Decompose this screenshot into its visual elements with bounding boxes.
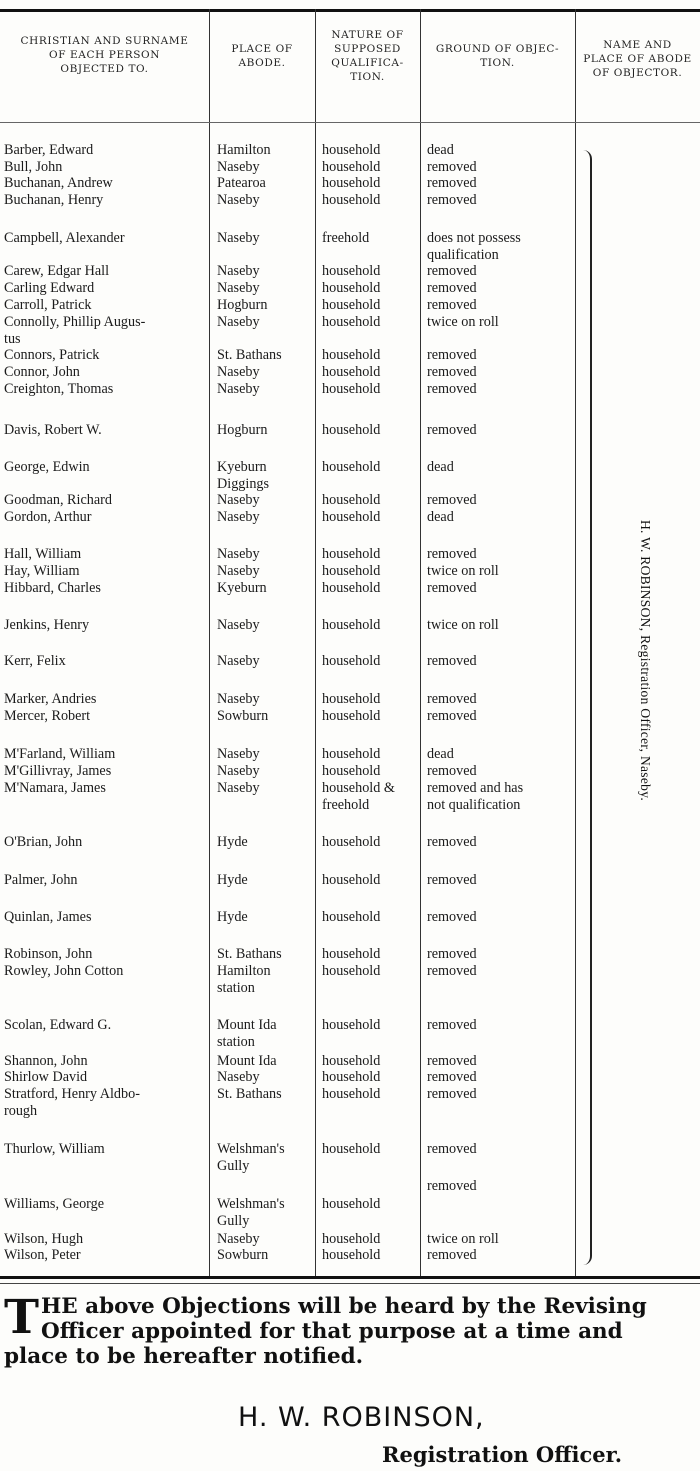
table-row bbox=[0, 280, 700, 296]
qualification: household bbox=[322, 280, 381, 296]
qualification: household bbox=[322, 1017, 381, 1033]
table-row bbox=[0, 1069, 700, 1085]
place-of-abode: Hogburn bbox=[217, 422, 268, 438]
notice-dropcap: T bbox=[4, 1290, 39, 1345]
qualification: household bbox=[322, 1196, 381, 1212]
table-row bbox=[0, 708, 700, 724]
place-of-abode: Hyde bbox=[217, 872, 248, 888]
ground-of-objection: removed bbox=[427, 422, 477, 438]
qualification: household bbox=[322, 142, 381, 158]
header-abode: PLACE OF ABODE. bbox=[231, 43, 293, 69]
ground-of-objection: removed bbox=[427, 175, 477, 191]
place-of-abode: Naseby bbox=[217, 546, 260, 562]
qualification: household & freehold bbox=[322, 780, 395, 813]
place-of-abode: Kyeburn bbox=[217, 580, 267, 596]
table-row bbox=[0, 763, 700, 779]
ground-of-objection: removed bbox=[427, 834, 477, 850]
table-row bbox=[0, 492, 700, 508]
person-name: Palmer, John bbox=[4, 872, 78, 888]
person-name: Mercer, Robert bbox=[4, 708, 91, 724]
place-of-abode: Naseby bbox=[217, 492, 260, 508]
table-row bbox=[0, 1178, 700, 1194]
place-of-abode: Naseby bbox=[217, 263, 260, 279]
ground-of-objection: removed bbox=[427, 1247, 477, 1263]
person-name: Shannon, John bbox=[4, 1053, 88, 1069]
ground-of-objection: removed bbox=[427, 1178, 477, 1194]
place-of-abode: Hyde bbox=[217, 834, 248, 850]
qualification: household bbox=[322, 617, 381, 633]
qualification: household bbox=[322, 763, 381, 779]
header-objector: NAME AND PLACE OF ABODE OF OBJECTOR. bbox=[583, 39, 692, 79]
place-of-abode: Naseby bbox=[217, 509, 260, 525]
qualification: household bbox=[322, 946, 381, 962]
qualification: household bbox=[322, 691, 381, 707]
place-of-abode: Naseby bbox=[217, 364, 260, 380]
person-name: Wilson, Peter bbox=[4, 1247, 81, 1263]
ground-of-objection: removed and has not qualification bbox=[427, 780, 524, 813]
qualification: household bbox=[322, 381, 381, 397]
place-of-abode: Naseby bbox=[217, 617, 260, 633]
person-name: Scolan, Edward G. bbox=[4, 1017, 112, 1033]
place-of-abode: Naseby bbox=[217, 653, 260, 669]
ground-of-objection: removed bbox=[427, 546, 477, 562]
qualification: household bbox=[322, 746, 381, 762]
place-of-abode: Naseby bbox=[217, 314, 260, 330]
table-row bbox=[0, 1053, 700, 1069]
place-of-abode: Hyde bbox=[217, 909, 248, 925]
ground-of-objection: removed bbox=[427, 909, 477, 925]
table-row bbox=[0, 834, 700, 850]
place-of-abode: Naseby bbox=[217, 381, 260, 397]
place-of-abode: Naseby bbox=[217, 1231, 260, 1247]
qualification: household bbox=[322, 192, 381, 208]
table-row bbox=[0, 563, 700, 579]
place-of-abode: Naseby bbox=[217, 192, 260, 208]
ground-of-objection: twice on roll bbox=[427, 563, 499, 579]
person-name: Goodman, Richard bbox=[4, 492, 112, 508]
qualification: household bbox=[322, 459, 381, 475]
qualification: household bbox=[322, 708, 381, 724]
person-name: Carew, Edgar Hall bbox=[4, 263, 110, 279]
person-name: Wilson, Hugh bbox=[4, 1231, 84, 1247]
ground-of-objection: removed bbox=[427, 708, 477, 724]
ground-of-objection: removed bbox=[427, 1141, 477, 1157]
person-name: Connor, John bbox=[4, 364, 80, 380]
place-of-abode: Hamilton bbox=[217, 142, 271, 158]
place-of-abode: Naseby bbox=[217, 691, 260, 707]
table-row bbox=[0, 546, 700, 562]
table-row bbox=[0, 142, 700, 158]
header-rule bbox=[0, 122, 700, 123]
ground-of-objection: dead bbox=[427, 746, 454, 762]
person-name: Carroll, Patrick bbox=[4, 297, 92, 313]
ground-of-objection: does not possess qualification bbox=[427, 230, 521, 263]
place-of-abode: Naseby bbox=[217, 563, 260, 579]
header-name: CHRISTIAN AND SURNAME OF EACH PERSON OBJECTED TO. bbox=[20, 35, 189, 75]
ground-of-objection: removed bbox=[427, 1017, 477, 1033]
table-row bbox=[0, 1141, 700, 1174]
person-name: Creighton, Thomas bbox=[4, 381, 114, 397]
person-name: Connolly, Phillip Augus- tus bbox=[4, 314, 146, 347]
place-of-abode: Naseby bbox=[217, 159, 260, 175]
person-name: Hibbard, Charles bbox=[4, 580, 101, 596]
person-name: Hay, William bbox=[4, 563, 80, 579]
table-row bbox=[0, 159, 700, 175]
table-row bbox=[0, 230, 700, 263]
table-row bbox=[0, 1247, 700, 1263]
qualification: household bbox=[322, 422, 381, 438]
ground-of-objection: removed bbox=[427, 1053, 477, 1069]
table-row bbox=[0, 1196, 700, 1229]
place-of-abode: Sowburn bbox=[217, 708, 269, 724]
ground-of-objection: twice on roll bbox=[427, 617, 499, 633]
table-row bbox=[0, 909, 700, 925]
table-row bbox=[0, 509, 700, 525]
person-name: Buchanan, Andrew bbox=[4, 175, 113, 191]
qualification: household bbox=[322, 175, 381, 191]
table-row bbox=[0, 1017, 700, 1050]
ground-of-objection: removed bbox=[427, 580, 477, 596]
place-of-abode: Naseby bbox=[217, 280, 260, 296]
ground-of-objection: removed bbox=[427, 653, 477, 669]
ground-of-objection: removed bbox=[427, 872, 477, 888]
ground-of-objection: removed bbox=[427, 297, 477, 313]
table-row bbox=[0, 175, 700, 191]
table-row bbox=[0, 1231, 700, 1247]
qualification: household bbox=[322, 653, 381, 669]
notice-paragraph bbox=[4, 1290, 694, 1369]
table-row bbox=[0, 746, 700, 762]
ground-of-objection: twice on roll bbox=[427, 1231, 499, 1247]
qualification: household bbox=[322, 546, 381, 562]
place-of-abode: Hogburn bbox=[217, 297, 268, 313]
ground-of-objection: removed bbox=[427, 1069, 477, 1085]
qualification: household bbox=[322, 314, 381, 330]
person-name: Jenkins, Henry bbox=[4, 617, 90, 633]
notice-text: HE above Objections will be heard by the Revising Officer appointed for that purpose at a time and place to be hereafter notified. bbox=[4, 1294, 647, 1369]
person-name: Kerr, Felix bbox=[4, 653, 66, 669]
qualification: household bbox=[322, 963, 381, 979]
ground-of-objection: twice on roll bbox=[427, 314, 499, 330]
ground-of-objection: removed bbox=[427, 280, 477, 296]
person-name: Quinlan, James bbox=[4, 909, 92, 925]
person-name: M'Gillivray, James bbox=[4, 763, 112, 779]
table-row bbox=[0, 653, 700, 669]
person-name: Shirlow David bbox=[4, 1069, 88, 1085]
person-name: Thurlow, William bbox=[4, 1141, 105, 1157]
place-of-abode: St. Bathans bbox=[217, 1086, 282, 1102]
qualification: household bbox=[322, 1053, 381, 1069]
table-row bbox=[0, 314, 700, 347]
qualification: household bbox=[322, 347, 381, 363]
ground-of-objection: removed bbox=[427, 159, 477, 175]
ground-of-objection: removed bbox=[427, 364, 477, 380]
qualification: household bbox=[322, 263, 381, 279]
person-name: Robinson, John bbox=[4, 946, 93, 962]
qualification: household bbox=[322, 1069, 381, 1085]
place-of-abode: St. Bathans bbox=[217, 347, 282, 363]
person-name: Buchanan, Henry bbox=[4, 192, 104, 208]
ground-of-objection: removed bbox=[427, 347, 477, 363]
ground-of-objection: dead bbox=[427, 459, 454, 475]
person-name: Rowley, John Cotton bbox=[4, 963, 124, 979]
table-row bbox=[0, 580, 700, 596]
person-name: M'Farland, William bbox=[4, 746, 116, 762]
table-row bbox=[0, 963, 700, 996]
person-name: George, Edwin bbox=[4, 459, 90, 475]
header-qualification: NATURE OF SUPPOSED QUALIFICA- TION. bbox=[331, 29, 404, 83]
qualification: household bbox=[322, 834, 381, 850]
table-row bbox=[0, 364, 700, 380]
place-of-abode: Patearoa bbox=[217, 175, 266, 191]
table-row bbox=[0, 1086, 700, 1119]
person-name: Campbell, Alexander bbox=[4, 230, 125, 246]
bottom-rule-thin bbox=[0, 1283, 700, 1284]
table-row bbox=[0, 780, 700, 813]
table-row bbox=[0, 459, 700, 492]
person-name: Carling Edward bbox=[4, 280, 95, 296]
place-of-abode: Hamilton station bbox=[217, 963, 271, 996]
person-name: Hall, William bbox=[4, 546, 82, 562]
place-of-abode: Mount Ida bbox=[217, 1053, 277, 1069]
ground-of-objection: dead bbox=[427, 509, 454, 525]
header-ground: GROUND OF OBJEC- TION. bbox=[435, 43, 560, 69]
qualification: household bbox=[322, 297, 381, 313]
top-rule bbox=[0, 9, 700, 12]
person-name: Connors, Patrick bbox=[4, 347, 100, 363]
person-name: Marker, Andries bbox=[4, 691, 97, 707]
qualification: household bbox=[322, 159, 381, 175]
table-row bbox=[0, 263, 700, 279]
qualification: household bbox=[322, 580, 381, 596]
ground-of-objection: removed bbox=[427, 691, 477, 707]
place-of-abode: Naseby bbox=[217, 230, 260, 246]
table-row bbox=[0, 946, 700, 962]
place-of-abode: Welshman's Gully bbox=[217, 1196, 285, 1229]
place-of-abode: Kyeburn Diggings bbox=[217, 459, 270, 492]
table-row bbox=[0, 297, 700, 313]
ground-of-objection: removed bbox=[427, 946, 477, 962]
qualification: household bbox=[322, 492, 381, 508]
qualification: freehold bbox=[322, 230, 370, 246]
qualification: household bbox=[322, 1086, 381, 1102]
person-name: Davis, Robert W. bbox=[4, 422, 102, 438]
table-row bbox=[0, 347, 700, 363]
table-row bbox=[0, 381, 700, 397]
ground-of-objection: removed bbox=[427, 192, 477, 208]
place-of-abode: Naseby bbox=[217, 780, 260, 796]
qualification: household bbox=[322, 364, 381, 380]
qualification: household bbox=[322, 872, 381, 888]
place-of-abode: Naseby bbox=[217, 763, 260, 779]
signature-name: H. W. ROBINSON, bbox=[238, 1402, 485, 1433]
ground-of-objection: removed bbox=[427, 492, 477, 508]
person-name: O'Brian, John bbox=[4, 834, 83, 850]
signature-title: Registration Officer. bbox=[382, 1442, 623, 1467]
qualification: household bbox=[322, 563, 381, 579]
ground-of-objection: removed bbox=[427, 263, 477, 279]
table-row bbox=[0, 617, 700, 633]
ground-of-objection: removed bbox=[427, 763, 477, 779]
qualification: household bbox=[322, 509, 381, 525]
place-of-abode: St. Bathans bbox=[217, 946, 282, 962]
qualification: household bbox=[322, 1247, 381, 1263]
person-name: Williams, George bbox=[4, 1196, 105, 1212]
grouping-brace bbox=[582, 150, 592, 1265]
ground-of-objection: removed bbox=[427, 1086, 477, 1102]
person-name: M'Namara, James bbox=[4, 780, 106, 796]
bottom-rule bbox=[0, 1276, 700, 1279]
qualification: household bbox=[322, 909, 381, 925]
table-row bbox=[0, 192, 700, 208]
place-of-abode: Naseby bbox=[217, 1069, 260, 1085]
ground-of-objection: dead bbox=[427, 142, 454, 158]
person-name: Stratford, Henry Aldbo- rough bbox=[4, 1086, 140, 1119]
place-of-abode: Naseby bbox=[217, 746, 260, 762]
place-of-abode: Sowburn bbox=[217, 1247, 269, 1263]
person-name: Gordon, Arthur bbox=[4, 509, 92, 525]
person-name: Barber, Edward bbox=[4, 142, 94, 158]
table-row bbox=[0, 691, 700, 707]
table-row bbox=[0, 422, 700, 438]
qualification: household bbox=[322, 1141, 381, 1157]
ground-of-objection: removed bbox=[427, 381, 477, 397]
objector-name: H. W. ROBINSON, Registration Officer, Naseby. bbox=[638, 520, 653, 802]
place-of-abode: Welshman's Gully bbox=[217, 1141, 285, 1174]
place-of-abode: Mount Ida station bbox=[217, 1017, 277, 1050]
person-name: Bull, John bbox=[4, 159, 63, 175]
ground-of-objection: removed bbox=[427, 963, 477, 979]
table-row bbox=[0, 872, 700, 888]
qualification: household bbox=[322, 1231, 381, 1247]
